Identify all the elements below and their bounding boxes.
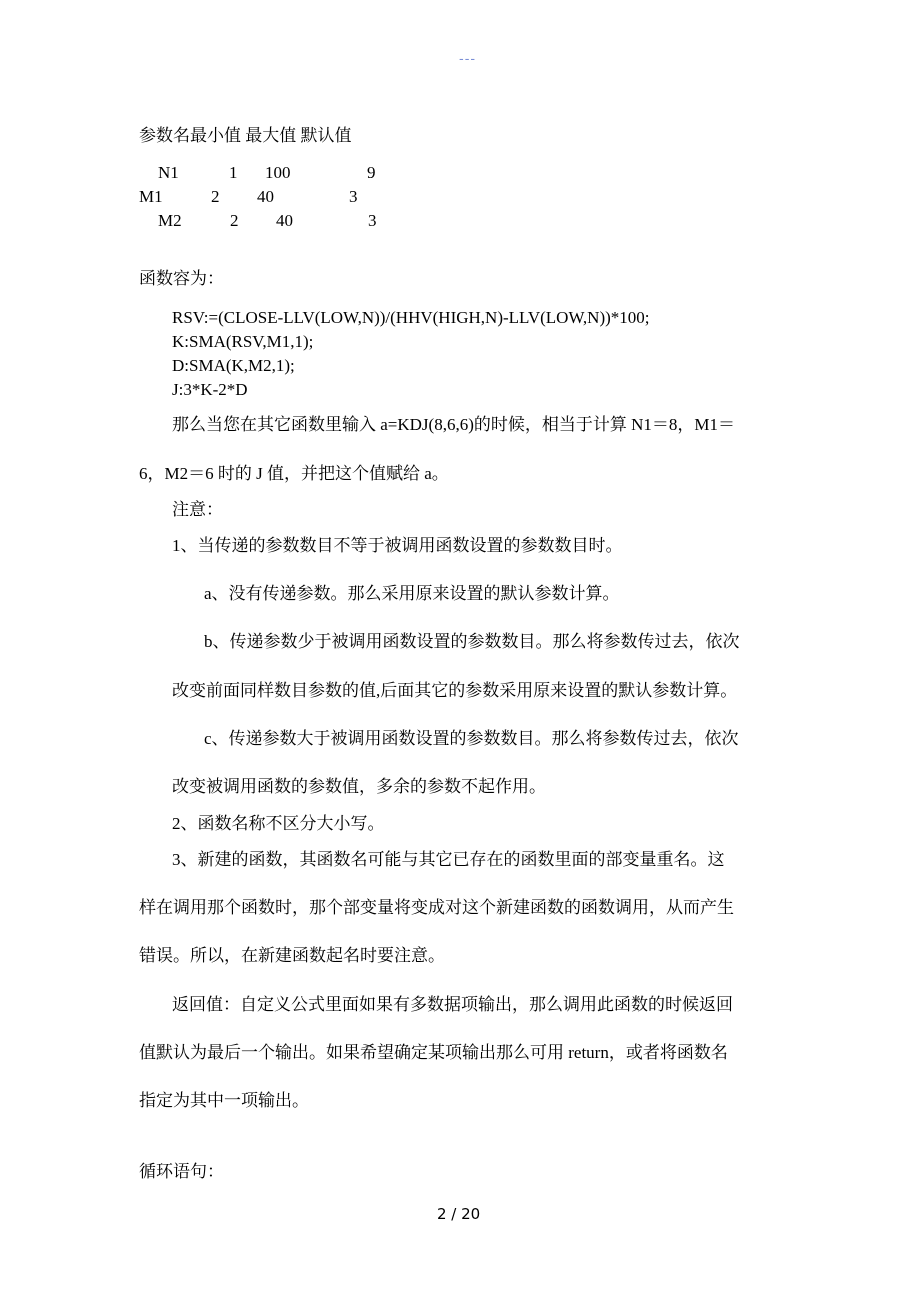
param-table-header: 参数名最小值 最大值 默认值 [139,126,352,145]
note-item: 1、当传递的参数数目不等于被调用函数设置的参数数目时。 [172,536,623,555]
param-min: 1 [229,163,238,182]
section-heading: 循环语句： [139,1162,224,1181]
note-subitem: a、没有传递参数。那么采用原来设置的默认参数计算。 [204,584,620,603]
param-name: M2 [158,211,182,230]
paragraph-line: 那么当您在其它函数里输入 a=KDJ(8,6,6)的时候，相当于计算 N1＝8，M1＝ [172,415,736,434]
note-item-cont: 错误。所以，在新建函数起名时要注意。 [139,946,445,965]
param-min: 2 [230,211,239,230]
page-number: 2 / 20 [437,1205,481,1223]
note-item: 2、函数名称不区分大小写。 [172,814,385,833]
note-subitem-cont: 改变前面同样数目参数的值,后面其它的参数采用原来设置的默认参数计算。 [172,681,738,700]
param-default: 3 [349,187,358,206]
code-line: K:SMA(RSV,M1,1); [172,332,314,351]
param-name: M1 [139,187,163,206]
param-default: 9 [367,163,376,182]
paragraph-line: 值默认为最后一个输出。如果希望确定某项输出那么可用 return，或者将函数名 [139,1043,728,1062]
note-item: 3、新建的函数，其函数名可能与其它已存在的函数里面的部变量重名。这 [172,850,725,869]
param-max: 40 [276,211,293,230]
param-default: 3 [368,211,377,230]
note-subitem: b、传递参数少于被调用函数设置的参数数目。那么将参数传过去，依次 [204,632,740,651]
note-item-cont: 样在调用那个函数时，那个部变量将变成对这个新建函数的函数调用，从而产生 [139,898,734,917]
function-body-label: 函数容为： [139,269,224,288]
note-label: 注意： [172,500,223,519]
code-line: J:3*K-2*D [172,380,248,399]
param-max: 100 [265,163,291,182]
header-marker: --- [459,52,477,67]
paragraph-line: 指定为其中一项输出。 [139,1091,309,1110]
param-min: 2 [211,187,220,206]
param-name: N1 [158,163,179,182]
code-line: D:SMA(K,M2,1); [172,356,295,375]
param-max: 40 [257,187,274,206]
note-subitem-cont: 改变被调用函数的参数值，多余的参数不起作用。 [172,777,546,796]
code-line: RSV:=(CLOSE-LLV(LOW,N))/(HHV(HIGH,N)-LLV(LOW,N))*100; [172,308,650,327]
note-subitem: c、传递参数大于被调用函数设置的参数数目。那么将参数传过去，依次 [204,729,739,748]
paragraph-line: 返回值：自定义公式里面如果有多数据项输出，那么调用此函数的时候返回 [172,995,733,1014]
paragraph-line: 6，M2＝6 时的 J 值，并把这个值赋给 a。 [139,464,449,483]
